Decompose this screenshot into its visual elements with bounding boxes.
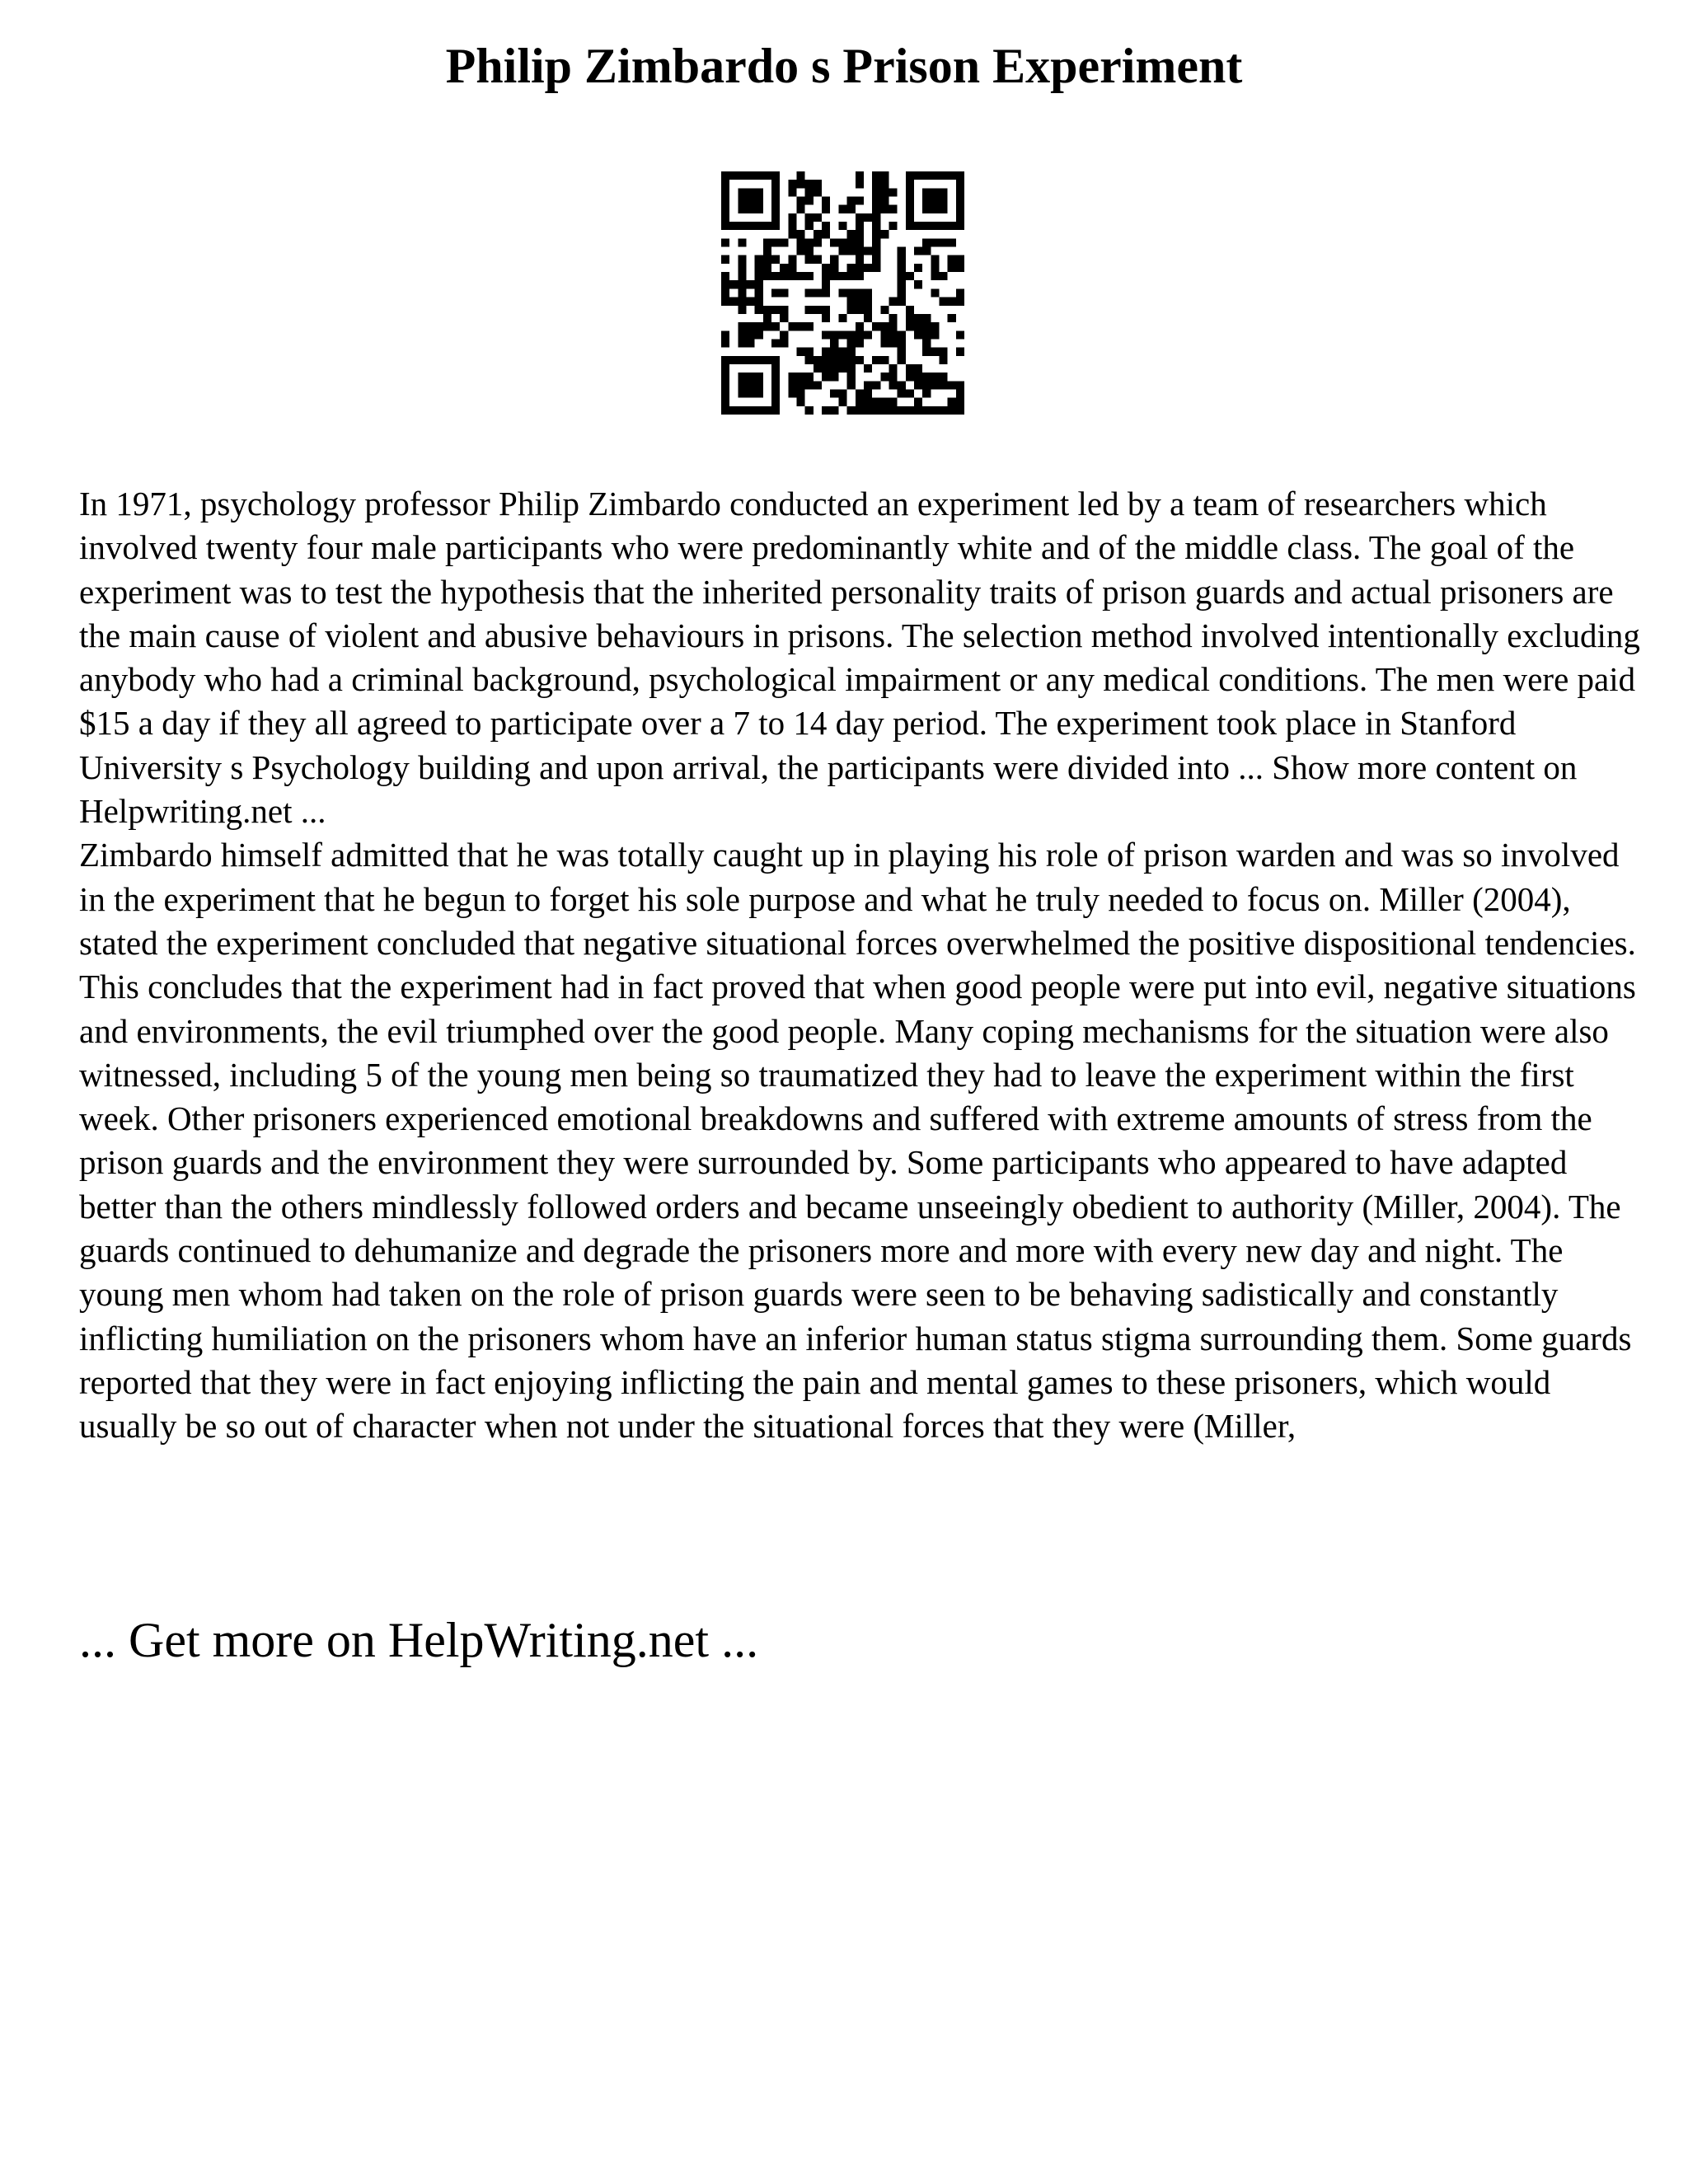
get-more-link[interactable]: ... Get more on HelpWriting.net ... bbox=[79, 1613, 759, 1667]
paragraph-analysis: Zimbardo himself admitted that he was totally caught up in playing his role of prison warden and was so involved in the experiment that he begun to forget his sole purpose and what he truly needed to focus on. Miller (2004), stated the experiment concluded that negative situational forces overwhelmed the positive dispositional tendencies. This concludes that the experiment had in fact proved that when good people were put into evil, negative situations and environments, the evil triumphed over the good people. Many coping mechanisms for the situation were also witnessed, including 5 of the young men being so traumatized they had to leave the experiment within the first week. Other prisoners experienced emotional breakdowns and suffered with extreme amounts of stress from the prison guards and the environment they were surrounded by. Some participants who appeared to have adapted better than the others mindlessly followed orders and became unseeingly obedient to authority (Miller, 2004). The guards continued to dehumanize and degrade the prisoners more and more with every new day and night. The young men whom had taken on the role of prison guards were seen to be behaving sadistically and constantly inflicting humiliation on the prisoners whom have an inferior human status stigma surrounding them. Some guards reported that they were in fact enjoying inflicting the pain and mental games to these prisoners, which would usually be so out of character when not under the situational forces that they were (Miller, bbox=[79, 836, 1636, 1446]
body-text bbox=[79, 482, 1645, 1449]
document-title: Philip Zimbardo s Prison Experiment bbox=[445, 39, 1243, 93]
paragraph-intro: In 1971, psychology professor Philip Zimbardo conducted an experiment led by a team of researchers which involved twenty four male participants who were predominantly white and of the middle class. The goal of the experiment was to test the hypothesis that the inherited personality traits of prison guards and actual prisoners are the main cause of violent and abusive behaviours in prisons. The selection method involved intentionally excluding anybody who had a criminal background, psychological impairment or any medical conditions. The men were paid $15 a day if they all agreed to participate over a 7 to 14 day period. The experiment took place in Stanford University s Psychology building and upon arrival, the participants were divided into ... Show more content on Helpwriting.net ... bbox=[79, 485, 1640, 831]
qr-code-icon bbox=[721, 171, 964, 415]
